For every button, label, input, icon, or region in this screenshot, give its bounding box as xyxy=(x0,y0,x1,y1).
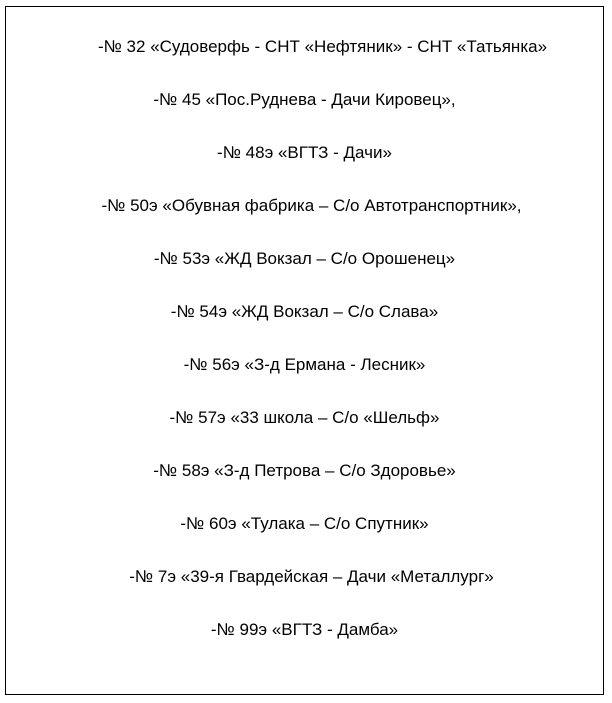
route-list xyxy=(6,7,603,694)
route-item-48e: -№ 48э «ВГТЗ - Дачи» xyxy=(217,143,392,162)
route-item-60e: -№ 60э «Тулака – С/о Спутник» xyxy=(180,514,429,533)
route-item-54e: -№ 54э «ЖД Вокзал – С/о Слава» xyxy=(170,302,439,321)
document-frame xyxy=(5,6,604,695)
route-item-50e: -№ 50э «Обувная фабрика – С/о Автотранспортник», xyxy=(101,196,522,215)
route-item-32: -№ 32 «Судоверфь - СНТ «Нефтяник» - СНТ «Татьянка» xyxy=(97,37,548,56)
route-item-45: -№ 45 «Пос.Руднева - Дачи Кировец», xyxy=(153,90,456,109)
route-item-7e: -№ 7э «39-я Гвардейская – Дачи «Металлург» xyxy=(129,567,494,586)
route-item-53e: -№ 53э «ЖД Вокзал – С/о Орошенец» xyxy=(153,249,456,268)
route-item-58e: -№ 58э «З-д Петрова – С/о Здоровье» xyxy=(153,461,456,480)
route-item-99e: -№ 99э «ВГТЗ - Дамба» xyxy=(210,620,399,639)
route-item-57e: -№ 57э «33 школа – С/о «Шельф» xyxy=(169,408,440,427)
route-item-56e: -№ 56э «З-д Ермана - Лесник» xyxy=(183,355,426,374)
